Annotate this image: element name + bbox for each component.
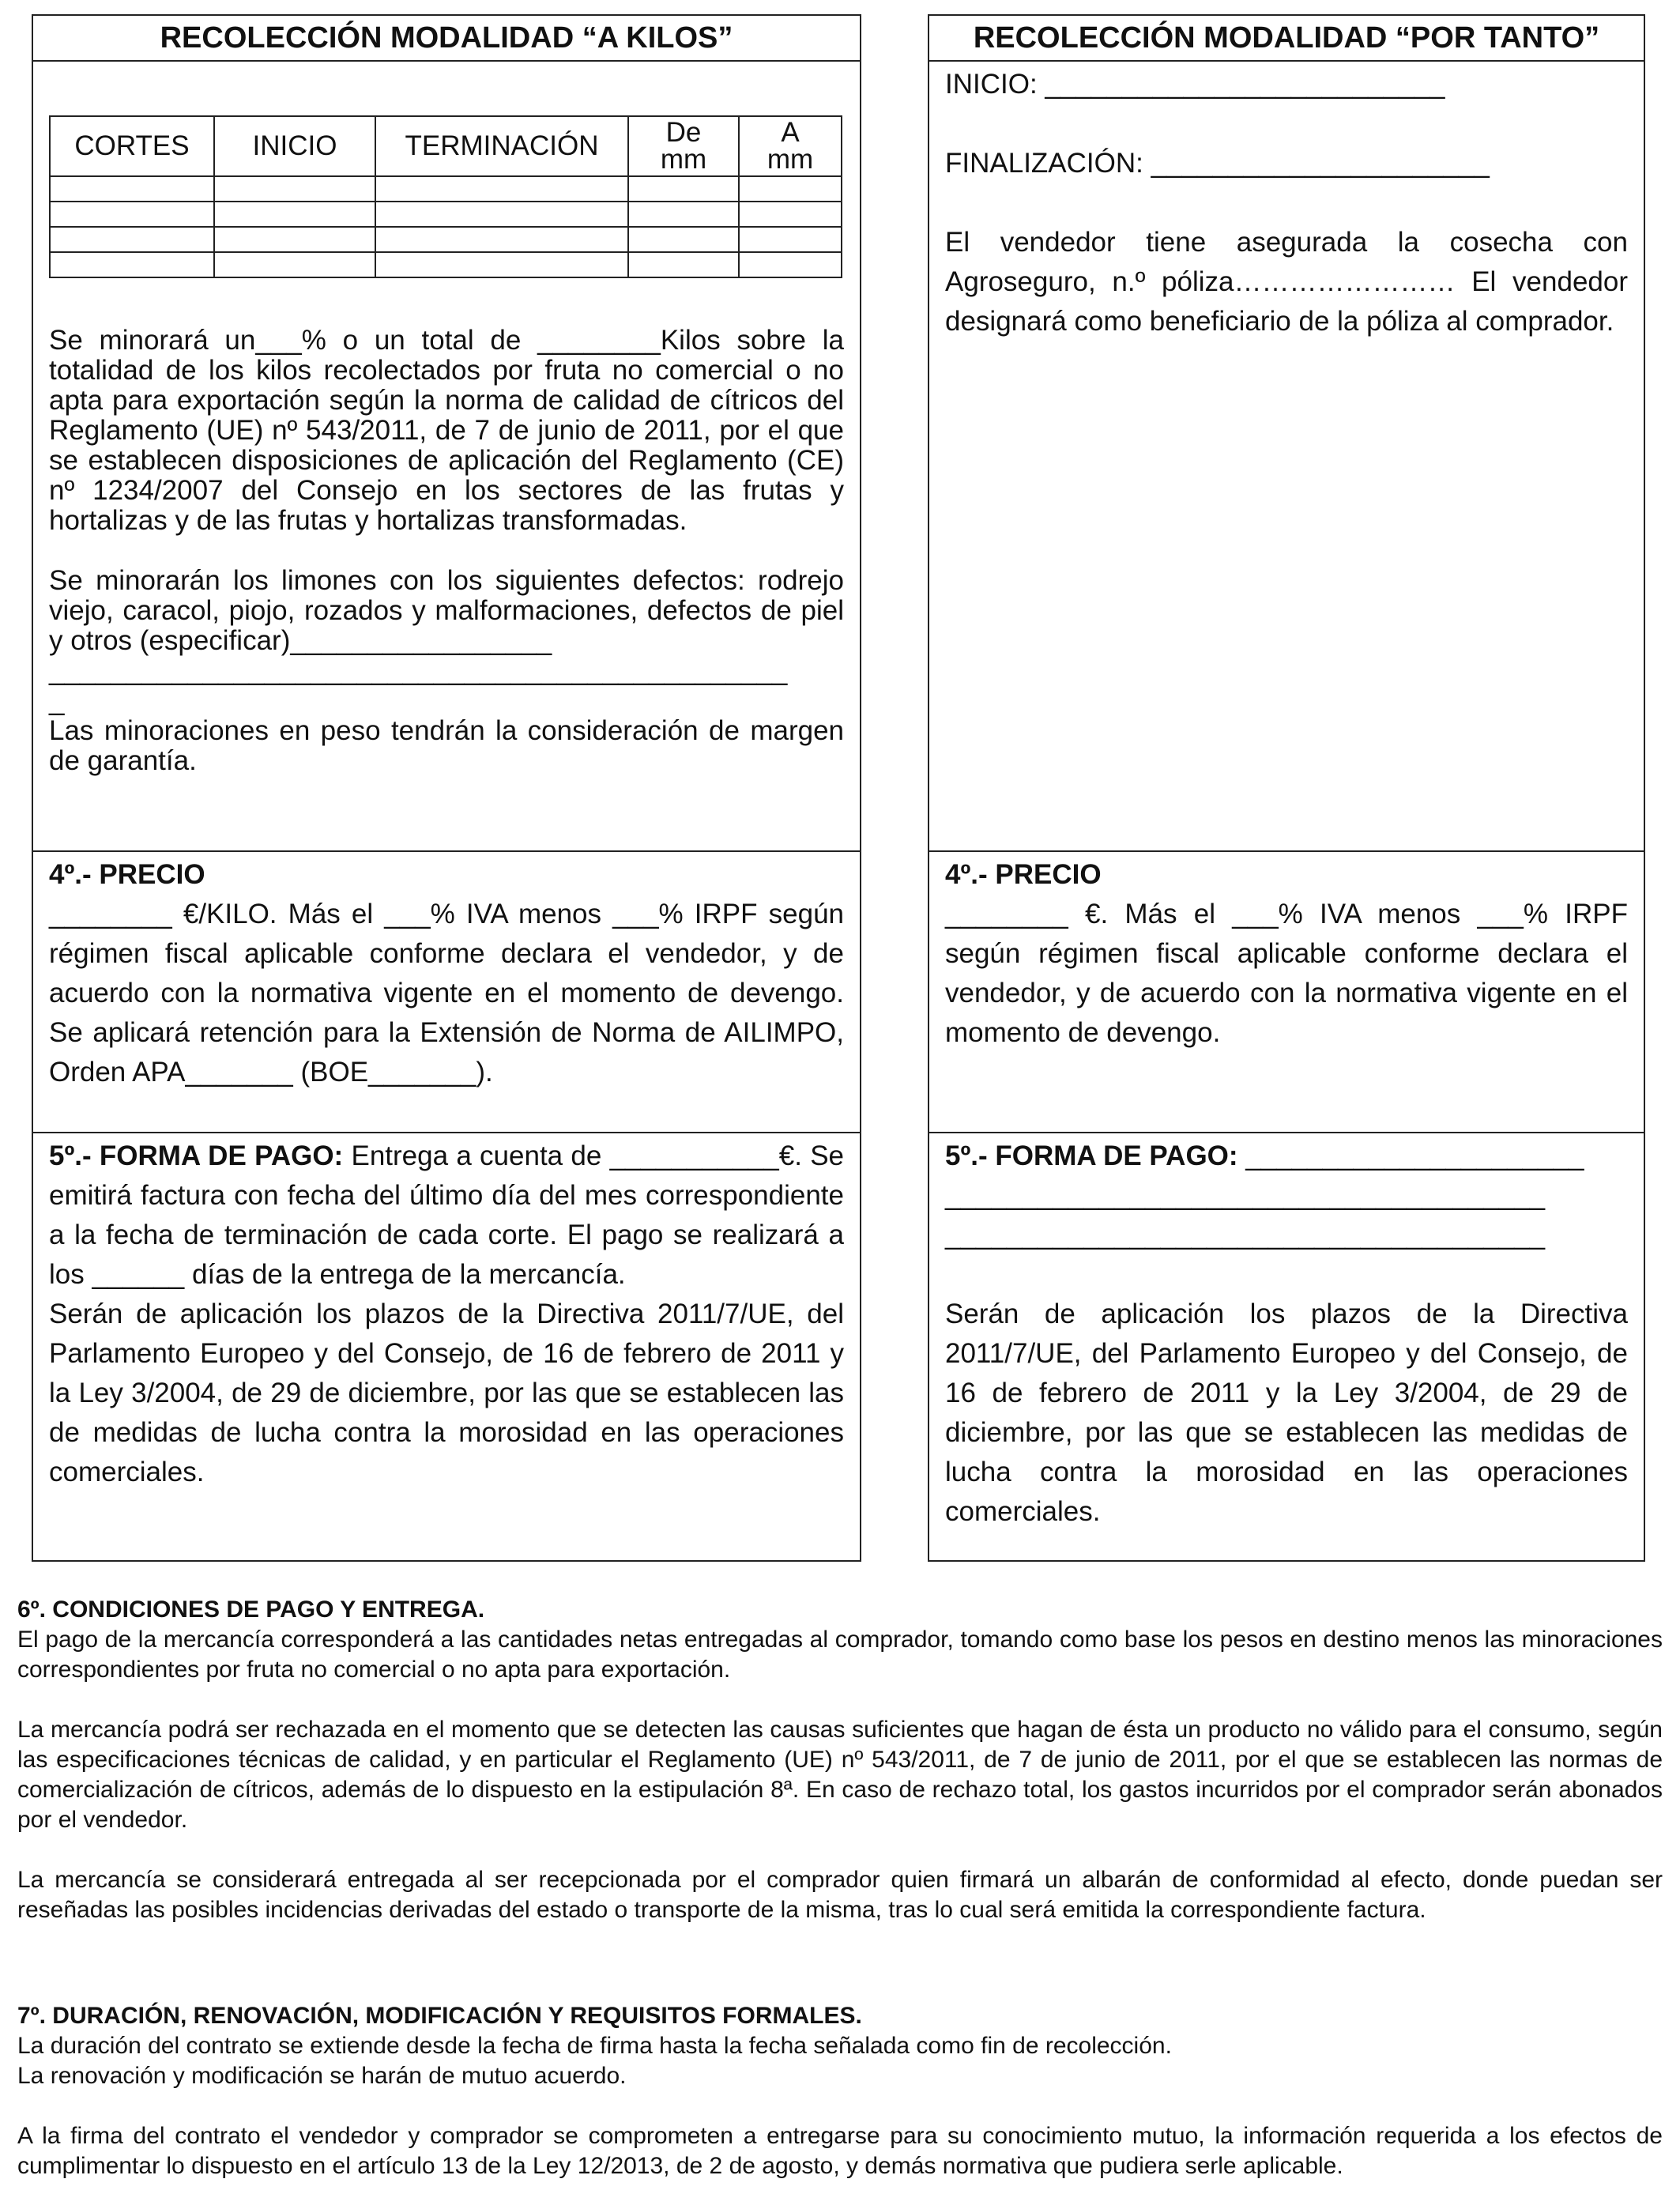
section-7	[17, 2001, 1663, 2181]
table-cell[interactable]	[214, 227, 375, 252]
section-7-paragraph-2: La renovación y modificación se harán de mutuo acuerdo.	[17, 2063, 627, 2089]
col-header-de-mm	[628, 116, 739, 176]
defectos-blank-line: ________________________________________________	[49, 655, 788, 686]
table-cell[interactable]	[628, 252, 739, 277]
col-header-cortes: CORTES	[50, 116, 214, 176]
col-header-inicio: INICIO	[214, 116, 375, 176]
section-7-paragraph-3: A la firma del contrato el vendedor y comprador se comprometen a entregarse para su conocimiento mutuo, la información requerida a los efectos de cumplimentar lo dispuesto en el artículo 13 de la Ley 12/2013, de 2 de agosto, y demás normativa que pudiera serle aplicable.	[17, 2123, 1663, 2179]
por-tanto-column	[928, 14, 1645, 1562]
table-cell[interactable]	[50, 227, 214, 252]
section-7-heading: 7º. DURACIÓN, RENOVACIÓN, MODIFICACIÓN Y REQUISITOS FORMALES.	[17, 2003, 862, 2029]
a-kilos-precio-cell	[33, 852, 860, 1133]
pago-blank-line[interactable]: _______________________________________	[945, 1180, 1546, 1211]
a-kilos-column	[32, 14, 861, 1562]
pago-paragraph	[49, 1137, 844, 1295]
table-cell[interactable]	[50, 202, 214, 227]
minoracion-paragraph: Se minorará un___% o un total de ________Kilos sobre la totalidad de los kilos recolectados por fruta no comercial o no apta para exportación según la norma de calidad de cítricos del Reglamento (UE) nº 543/2011, de 7 de junio de 2011, por el que se establecen disposiciones de aplicación del Reglamento (CE) nº 1234/2007 del Consejo en los sectores de las frutas y hortalizas y de las frutas y hortalizas transformadas.	[49, 325, 844, 536]
table-cell[interactable]	[739, 176, 842, 202]
table-cell[interactable]	[375, 252, 628, 277]
por-tanto-precio-cell	[929, 852, 1644, 1133]
section-7-paragraph-1: La duración del contrato se extiende desde la fecha de firma hasta la fecha señalada como fin de recolección.	[17, 2033, 1172, 2059]
table-cell[interactable]	[214, 252, 375, 277]
precio-text: ________ €/KILO. Más el ___% IVA menos ___% IRPF según régimen fiscal aplicable conforme declara el vendedor, y de acuerdo con la normativa vigente en el momento de devengo. Se aplicará retención para la Extensión de Norma de AILIMPO, Orden APA_______ (BOE_______).	[49, 899, 844, 1088]
table-cell[interactable]	[214, 176, 375, 202]
a-kilos-title: RECOLECCIÓN MODALIDAD “A KILOS”	[33, 16, 860, 62]
precio-heading: 4º.- PRECIO	[49, 859, 205, 890]
cortes-table	[49, 115, 842, 278]
margen-garantia-paragraph: Las minoraciones en peso tendrán la consideración de margen de garantía.	[49, 715, 844, 776]
table-cell[interactable]	[739, 227, 842, 252]
minoracion-block	[49, 326, 844, 776]
section-6-paragraph-3: La mercancía se considerará entregada al ser recepcionada por el comprador quien firmará un albarán de conformidad al efecto, donde puedan ser reseñadas las posibles incidencias derivadas del estado o transporte de la misma, tras lo cual será emitida la correspondiente factura.	[17, 1867, 1663, 1923]
cortes-header-row	[50, 116, 842, 176]
precio-heading: 4º.- PRECIO	[945, 859, 1102, 890]
section-6	[17, 1595, 1663, 1925]
inicio-field[interactable]: INICIO: __________________________	[945, 69, 1445, 100]
defectos-paragraph: Se minorarán los limones con los siguientes defectos: rodrejo viejo, caracol, piojo, rozados y malformaciones, defectos de piel y otros (especificar)_________________	[49, 565, 844, 656]
section-6-paragraph-1: El pago de la mercancía corresponderá a las cantidades netas entregadas al comprador, tomando como base los pesos en destino menos las minoraciones correspondientes por fruta no comercial o no apta para exportación.	[17, 1627, 1663, 1683]
a-kilos-conditions-cell	[33, 63, 860, 852]
table-cell[interactable]	[739, 252, 842, 277]
table-cell[interactable]	[375, 176, 628, 202]
de-label: De	[665, 117, 702, 148]
table-cell[interactable]	[739, 202, 842, 227]
a-label: A	[781, 117, 800, 148]
table-cell[interactable]	[214, 202, 375, 227]
col-header-terminacion: TERMINACIÓN	[375, 116, 628, 176]
section-6-heading: 6º. CONDICIONES DE PAGO Y ENTREGA.	[17, 1596, 485, 1623]
pago-heading: 5º.- FORMA DE PAGO:	[945, 1140, 1238, 1171]
table-cell[interactable]	[375, 202, 628, 227]
a-unit: mm	[767, 144, 814, 175]
a-kilos-pago-cell	[33, 1133, 860, 1560]
section-6-paragraph-2: La mercancía podrá ser rechazada en el momento que se detecten las causas suficientes que hagan de ésta un producto no válido para el consumo, según las especificaciones técnicas de calidad, y en particular el Reglamento (UE) nº 543/2011, de 7 de junio de 2011, por el que se establecen las normas de comercialización de cítricos, además de lo dispuesto en la estipulación 8ª. En caso de rechazo total, los gastos incurridos por el comprador serán abonados por el vendedor.	[17, 1717, 1663, 1833]
table-cell[interactable]	[375, 227, 628, 252]
pago-blank[interactable]: ______________________	[1237, 1140, 1584, 1171]
table-row[interactable]	[50, 202, 842, 227]
por-tanto-title: RECOLECCIÓN MODALIDAD “POR TANTO”	[929, 16, 1644, 62]
table-row[interactable]	[50, 227, 842, 252]
col-header-a-mm	[739, 116, 842, 176]
table-cell[interactable]	[50, 252, 214, 277]
table-row[interactable]	[50, 252, 842, 277]
pago-heading: 5º.- FORMA DE PAGO:	[49, 1140, 344, 1171]
table-cell[interactable]	[628, 227, 739, 252]
pago-plazos-text: Serán de aplicación los plazos de la Directiva 2011/7/UE, del Parlamento Europeo y del Consejo, de 16 de febrero de 2011 y la Ley 3/2004, de 29 de diciembre, por las que se establecen las de medidas de lucha contra la morosidad en las operaciones comerciales.	[49, 1299, 844, 1487]
seguro-paragraph: El vendedor tiene asegurada la cosecha con Agroseguro, n.º póliza…………………… El vendedor designará como beneficiario de la póliza al comprador.	[945, 227, 1628, 337]
finalizacion-field[interactable]: FINALIZACIÓN: ______________________	[945, 148, 1490, 179]
table-cell[interactable]	[628, 202, 739, 227]
pago-blank-line[interactable]: _______________________________________	[945, 1220, 1546, 1250]
pago-plazos-text: Serán de aplicación los plazos de la Directiva 2011/7/UE, del Parlamento Europeo y del Consejo, de 16 de febrero de 2011 y la Ley 3/2004, de 29 de diciembre, por las que se establecen las medidas de lucha contra la morosidad en las operaciones comerciales.	[945, 1299, 1628, 1527]
pago-heading-line	[945, 1137, 1628, 1176]
table-cell[interactable]	[628, 176, 739, 202]
por-tanto-conditions-cell	[929, 63, 1644, 852]
defectos-blank-line-end: _	[49, 685, 65, 716]
de-unit: mm	[660, 144, 707, 175]
precio-text: ________ €. Más el ___% IVA menos ___% IRPF según régimen fiscal aplicable conforme declara el vendedor, y de acuerdo con la normativa vigente en el momento de devengo.	[945, 899, 1628, 1048]
pago-text: Entrega a cuenta de ___________€. Se emitirá factura con fecha del último día del mes correspondiente a la fecha de terminación de cada corte. El pago se realizará a los ______ días de la entrega de la mercancía.	[49, 1140, 845, 1290]
table-cell[interactable]	[50, 176, 214, 202]
por-tanto-pago-cell	[929, 1133, 1644, 1560]
table-row[interactable]	[50, 176, 842, 202]
